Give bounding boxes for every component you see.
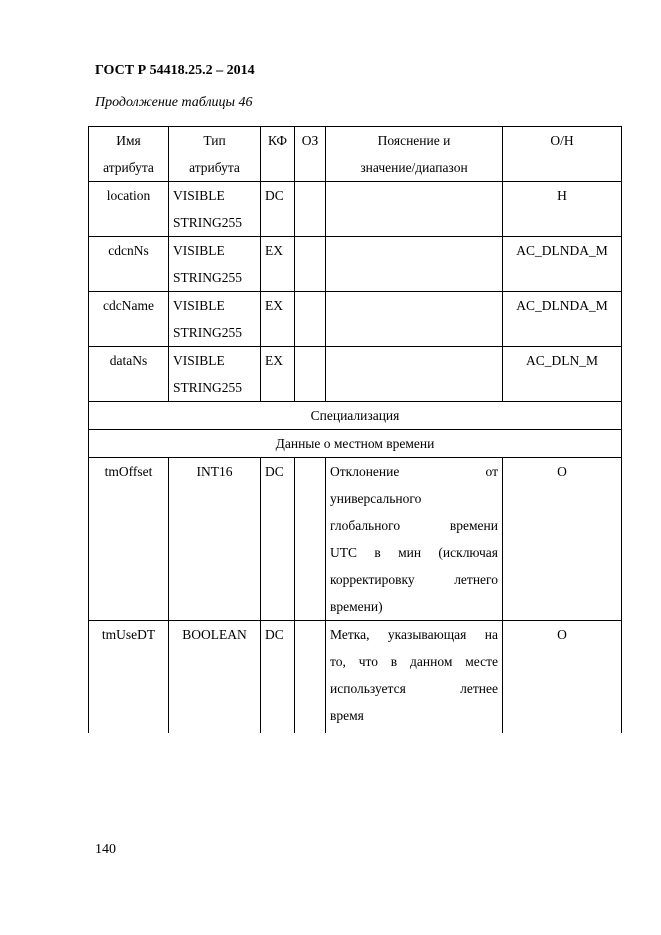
document-header: ГОСТ Р 54418.25.2 – 2014	[95, 63, 255, 78]
mandatory-optional-cell: О	[503, 621, 622, 734]
page-number: 140	[95, 842, 116, 857]
header-oz: ОЗ	[295, 127, 326, 182]
oz-cell	[295, 237, 326, 292]
section-title: Данные о местном времени	[89, 430, 622, 458]
attr-name-cell: cdcnNs	[89, 237, 169, 292]
table-row	[89, 182, 622, 237]
description-cell	[326, 292, 503, 347]
table-row	[89, 237, 622, 292]
attributes-table	[88, 126, 622, 733]
section-row-local-time	[89, 430, 622, 458]
oz-cell	[295, 621, 326, 734]
header-fc: КФ	[261, 127, 295, 182]
fc-cell: EX	[261, 292, 295, 347]
oz-cell	[295, 347, 326, 402]
mandatory-optional-cell: AC_DLN_M	[503, 347, 622, 402]
section-row-specialization	[89, 402, 622, 430]
fc-cell: EX	[261, 347, 295, 402]
description-cell: Метка, указывающая на то, что в данном месте используется летнее время	[326, 621, 503, 734]
header-mandatory-optional: О/Н	[503, 127, 622, 182]
header-description: Пояснение и значение/диапазон	[326, 127, 503, 182]
mandatory-optional-cell: AC_DLNDA_M	[503, 292, 622, 347]
attr-name-cell: cdcName	[89, 292, 169, 347]
attr-name-cell: tmOffset	[89, 458, 169, 621]
header-attr-name: Имя атрибута	[89, 127, 169, 182]
oz-cell	[295, 182, 326, 237]
mandatory-optional-cell: О	[503, 458, 622, 621]
attr-name-cell: tmUseDT	[89, 621, 169, 734]
table-row	[89, 621, 622, 734]
description-cell	[326, 182, 503, 237]
attr-name-cell: location	[89, 182, 169, 237]
fc-cell: EX	[261, 237, 295, 292]
attr-type-cell: VISIBLE STRING255	[169, 237, 261, 292]
attr-type-cell: VISIBLE STRING255	[169, 182, 261, 237]
oz-cell	[295, 292, 326, 347]
mandatory-optional-cell: Н	[503, 182, 622, 237]
attr-type-cell: INT16	[169, 458, 261, 621]
fc-cell: DC	[261, 182, 295, 237]
table-continuation-label: Продолжение таблицы 46	[95, 95, 253, 110]
description-cell	[326, 237, 503, 292]
attributes-table-wrapper	[88, 126, 621, 733]
attr-type-cell: BOOLEAN	[169, 621, 261, 734]
table-row	[89, 292, 622, 347]
fc-cell: DC	[261, 621, 295, 734]
attr-type-cell: VISIBLE STRING255	[169, 347, 261, 402]
description-cell	[326, 347, 503, 402]
header-attr-type: Тип атрибута	[169, 127, 261, 182]
mandatory-optional-cell: AC_DLNDA_M	[503, 237, 622, 292]
section-title: Специализация	[89, 402, 622, 430]
oz-cell	[295, 458, 326, 621]
table-row	[89, 458, 622, 621]
table-header-row	[89, 127, 622, 182]
table-row	[89, 347, 622, 402]
description-cell: Отклонение от универсального глобального времени UTC в мин (исключая корректировку летнего времени)	[326, 458, 503, 621]
fc-cell: DC	[261, 458, 295, 621]
attr-name-cell: dataNs	[89, 347, 169, 402]
attr-type-cell: VISIBLE STRING255	[169, 292, 261, 347]
